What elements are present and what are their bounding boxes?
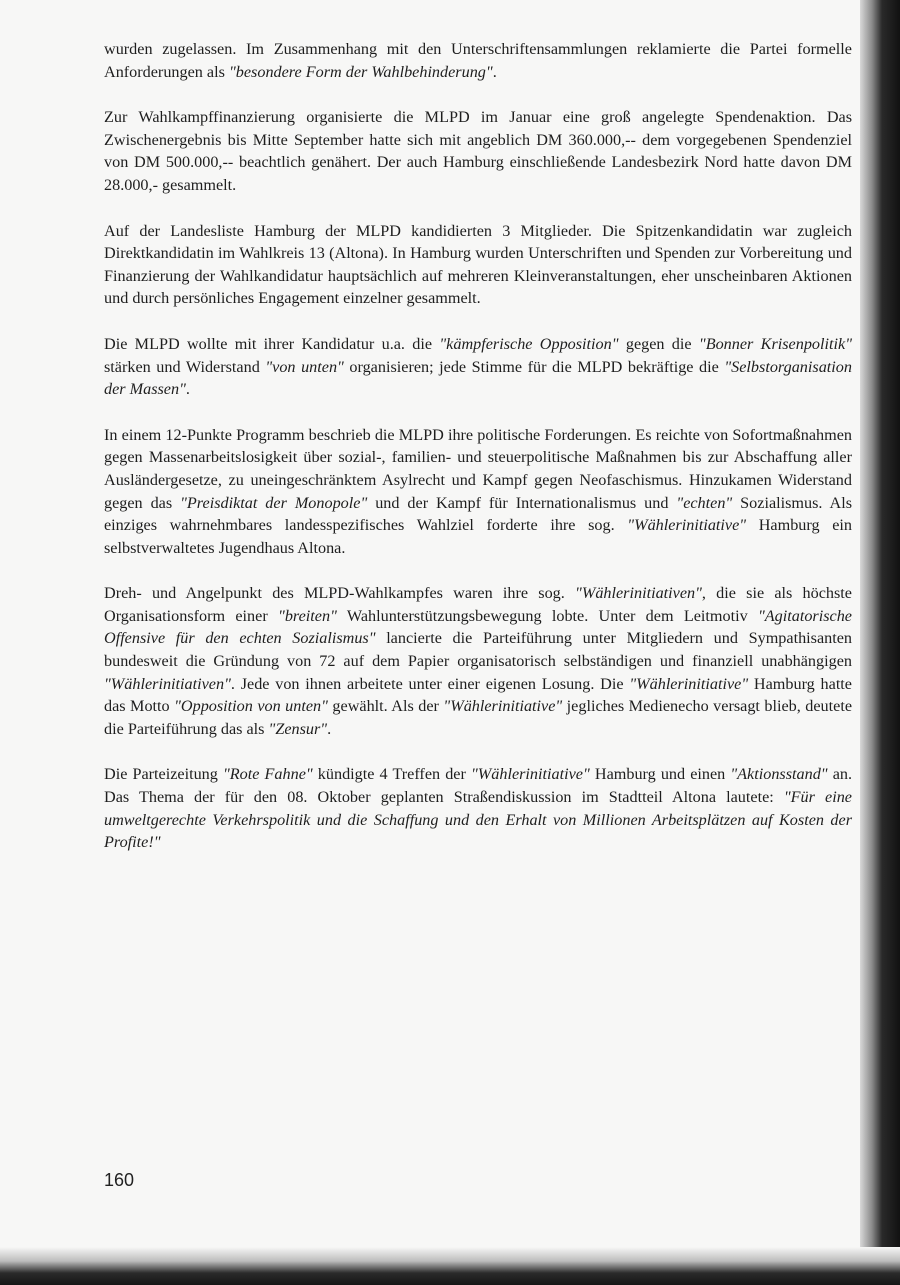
text-run: Zur Wahlkampffinanzierung organisierte die MLPD im Januar eine groß angelegte Spendenaktion. Das Zwischenergebnis bis Mitte September hatte sich mit angeblich DM 360.000,-- dem vorgegebenen Spendenziel von DM 500.000,-- beachtlich genähert. Der auch Hamburg einschließende Landesbezirk Nord hatte davon DM 28.000,- gesammelt. xyxy=(104,108,852,194)
quoted-term: "Zensur" xyxy=(268,719,328,738)
text-run: Die MLPD wollte mit ihrer Kandidatur u.a. die xyxy=(104,334,440,353)
paragraph xyxy=(104,38,852,83)
paragraph xyxy=(104,220,852,310)
text-run: . xyxy=(327,719,332,738)
text-run: jegliches Medienecho versagt blieb, deutete die Parteiführung das als xyxy=(104,697,853,738)
text-run: gegen die xyxy=(618,334,699,353)
paragraph xyxy=(104,582,852,740)
quoted-term: "kämpferische Opposition" xyxy=(439,334,619,353)
quoted-term: "Wählerinitiativen" xyxy=(104,674,231,693)
text-run: . xyxy=(492,62,497,81)
quoted-term: "Wählerinitiative" xyxy=(443,697,563,716)
quoted-term: "Wählerinitiative" xyxy=(627,516,747,535)
text-run: Hamburg und einen xyxy=(589,765,731,784)
quoted-term: "Aktionsstand" xyxy=(730,765,828,784)
quoted-term: "Bonner Krisenpolitik" xyxy=(698,334,852,353)
text-run: Hamburg ein selbstverwaltetes Jugendhaus Altona. xyxy=(104,516,852,557)
text-run: , die sie als höchste Organisationsform einer xyxy=(104,584,852,625)
quoted-term: "besondere Form der Wahlbehinderung" xyxy=(228,62,493,81)
text-run: stärken und Widerstand xyxy=(104,357,266,376)
quoted-term: "echten" xyxy=(676,493,733,512)
book-gutter-shadow xyxy=(860,0,900,1285)
quoted-term: "Preisdiktat der Monopole" xyxy=(180,493,368,512)
quoted-term: "Für eine umweltgerechte Verkehrspolitik und die Schaffung und den Erhalt von Millionen Arbeitsplätzen auf Kosten der Profite!" xyxy=(104,788,852,852)
quoted-term: "Opposition von unten" xyxy=(174,697,328,716)
page-bottom-edge xyxy=(0,1247,900,1285)
text-run: Auf der Landesliste Hamburg der MLPD kandidierten 3 Mitglieder. Die Spitzenkandidatin war zugleich Direktkandidatin im Wahlkreis 13 (Altona). In Hamburg wurden Unterschriften und Spenden zur Vorbereitung und Finanzierung der Wahlkandidatur hauptsächlich auf mehreren Kleinveranstaltungen, eher unscheinbaren Aktionen und durch persönliches Engagement einzelner gesammelt. xyxy=(104,221,852,308)
quoted-term: "Wählerinitiative" xyxy=(470,765,590,784)
text-run: an. Das Thema der für den 08. Oktober geplanten Straßendiskussion im Stadtteil Altona lautete: xyxy=(104,765,853,807)
body-text xyxy=(104,38,852,877)
text-run: Hamburg hatte das Motto xyxy=(104,674,852,716)
text-run: organisieren; jede Stimme für die MLPD bekräftige die xyxy=(343,357,725,376)
paragraph xyxy=(104,763,852,853)
text-run: kündigte 4 Treffen der xyxy=(312,765,471,784)
text-run: gewählt. Als der xyxy=(327,697,444,716)
text-run: Sozialismus. Als einziges wahrnehmbares landesspezifisches Wahlziel forderte ihre sog. xyxy=(104,493,852,535)
paragraph xyxy=(104,106,852,196)
text-run: In einem 12-Punkte Programm beschrieb die MLPD ihre politische Forderungen. Es reichte von Sofortmaßnahmen gegen Massenarbeitslosigkeit über sozial-, familien- und steuerpolitische Maßnahmen bis zur Abschaffung aller Ausländergesetze, zu uneingeschränktem Asylrecht und Kampf gegen Neofaschismus. Hinzukamen Widerstand gegen das xyxy=(104,425,852,512)
quoted-term: "Agitatorische Offensive für den echten Sozialismus" xyxy=(104,606,852,648)
quoted-term: "breiten" xyxy=(278,606,337,625)
text-run: . Jede von ihnen arbeitete unter einer eigenen Losung. Die xyxy=(230,674,630,693)
page-number: 160 xyxy=(104,1170,135,1190)
quoted-term: "Selbstorganisation der Massen" xyxy=(104,357,852,399)
text-run: Dreh- und Angelpunkt des MLPD-Wahlkampfes waren ihre sog. xyxy=(104,584,576,603)
quoted-term: "Rote Fahne" xyxy=(222,765,313,784)
quoted-term: "Wählerinitiativen" xyxy=(575,584,702,603)
paragraph xyxy=(104,424,852,560)
text-run: lancierte die Parteiführung unter Mitgliedern und Sympathisanten bundesweit die Gründung von 72 auf dem Papier organisatorisch selbständigen und finanziell unabhängigen xyxy=(104,629,853,671)
quoted-term: "Wählerinitiative" xyxy=(629,674,749,693)
quoted-term: "von unten" xyxy=(265,357,344,376)
text-run: und der Kampf für Internationalismus und xyxy=(367,493,677,512)
text-run: . xyxy=(185,380,190,399)
text-run: wurden zugelassen. Im Zusammenhang mit den Unterschriftensammlungen reklamierte die Partei formelle Anforderungen als xyxy=(104,40,852,81)
text-run: Wahlunterstützungsbewegung lobte. Unter dem Leitmotiv xyxy=(336,606,758,625)
text-run: Die Parteizeitung xyxy=(104,765,223,784)
paragraph xyxy=(104,333,852,401)
